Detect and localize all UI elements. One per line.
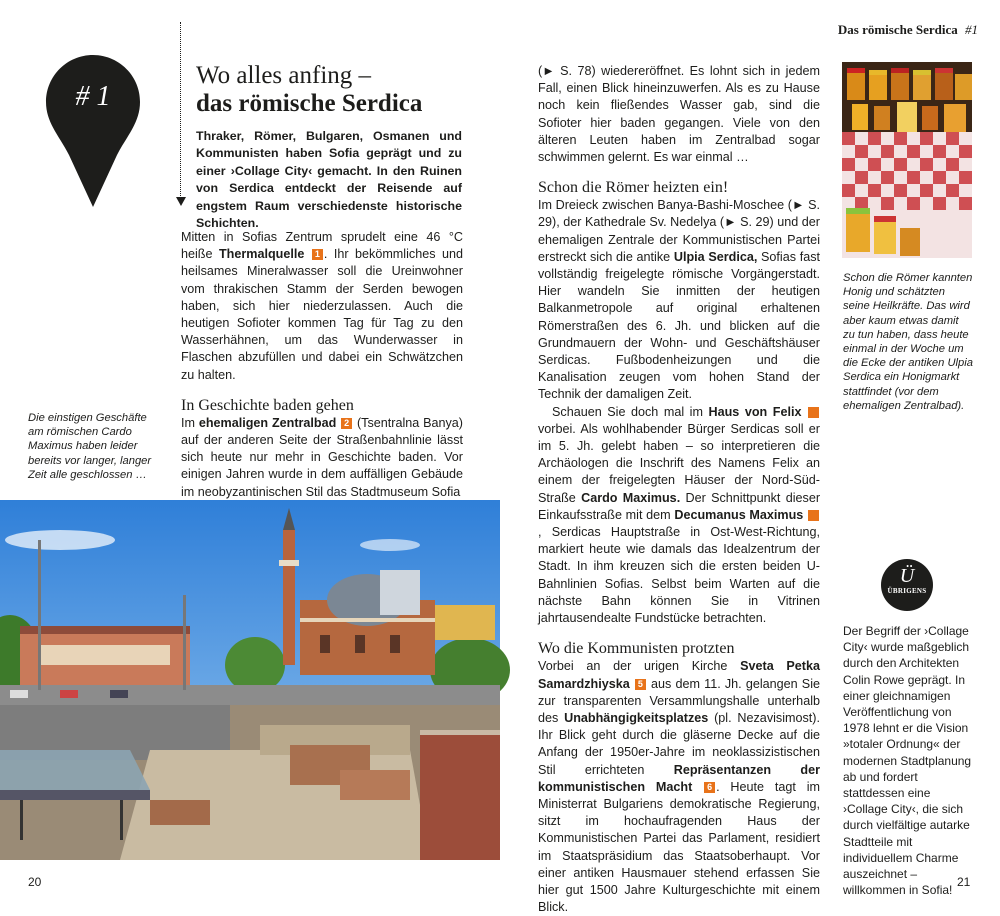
honey-jars-image — [842, 62, 972, 258]
poi-number-badge: 1 — [312, 249, 323, 260]
poi-repraesentanzen: Repräsentanzen der kommunistischen Macht — [538, 762, 820, 794]
photo-honey-market — [842, 62, 972, 258]
page-number-left: 20 — [28, 875, 42, 889]
arrow-down-icon — [176, 197, 186, 206]
pin-marker — [46, 55, 140, 210]
lead-paragraph: Thraker, Römer, Bulgaren, Osmanen und Kommunisten haben Sofia geprägt und zu einer ›Collage City‹ gemacht. In den Ruinen von Serdica entdeckt der Reisende auf engstem Raum verschiedenste historische Schichten. — [196, 129, 462, 231]
subheading-kommunisten: Wo die Kommunisten protzten — [538, 640, 735, 658]
poi-number-badge: 5 — [635, 679, 646, 690]
paragraph-ulpia-serdica: Im Dreieck zwischen Banya-Bashi-Moschee (► S. 29), der Kathedrale Sv. Nedelya (► S. 29) und der ehemaligen Zentrale der Kommunistischen Partei erstreckt sich die antike Ulpia Serdica, Sofias fast vollständig freigelegte römische Vorgängerstadt. Hier wandeln Sie inmitten der heutigen Balkanmetropole auf original erhaltenen Römerstraßen des 6. Jh. und blicken auf die Grundmauern der Wohn- und Geschäftshäuser Serdicas. Fußbodenheizungen und die Kanalisation zeugen vom hohen Stand der Technik der damaligen Zeit. — [538, 198, 820, 402]
poi-number-badge: 4 — [808, 510, 819, 521]
poi-ulpia-serdica: Ulpia Serdica, — [673, 249, 758, 264]
pin-label: # 1 — [75, 81, 111, 112]
poi-sveta-petka: Sveta Petka Samardzhiyska — [538, 659, 820, 691]
dotted-divider — [180, 22, 181, 198]
photo-serdica-ruins — [0, 500, 500, 860]
map-pin-icon — [46, 55, 140, 210]
title-line-1: Wo alles anfing – — [196, 62, 372, 89]
sidebar-note: Der Begriff der ›Collage City‹ wurde maßgeblich durch den Architekten Colin Rowe geprägt. In einer gleichnamigen Veröffentlichung von 1978 lehnt er die Vision »totaler Ordnung« der modernen Stadtplanung ab und fordert stattdessen eine ›Collage City‹, die sich durch vielfältige autarke Stadtteile mit individuellem Charme auszeichnet – willkommen in Sofia! — [843, 624, 972, 898]
poi-number-badge: 3 — [808, 407, 819, 418]
running-title: Das römische Serdica — [837, 22, 958, 37]
paragraph-zentralbad-cont: (► S. 78) wiedereröffnet. Es lohnt sich in jedem Fall, einen Blick hineinzuwerfen. Als es zu Hause noch kein fließendes Wasser gab, sind die Sofioter hier baden gegangen. Viele von den älteren Leuten haben im Zentralbad sogar schwimmen gelernt. Es war einmal … — [538, 64, 820, 165]
article-title — [196, 62, 422, 118]
paragraph-thermalquelle: Mitten in Sofias Zentrum sprudelt eine 46 °C heiße Thermalquelle 1 . Ihr bekömmliches und heilsames Mineralwasser soll die Ureinwohner vom thrakischen Stamm der Serden bewogen haben, sich hier niederzulassen. Auch die heutigen Sofioter kommen Tag für Tag zu den Wasserhähnen, um das Wunderwasser in Flaschen abzufüllen und dabei ein Schwätzchen zu halten. — [181, 230, 463, 382]
poi-cardo-maximus: Cardo Maximus. — [581, 490, 681, 505]
poi-haus-von-felix: Haus von Felix — [708, 404, 802, 419]
uebrigens-badge — [881, 559, 933, 611]
caption-left: Die einstigen Geschäfte am römischen Cardo Maximus haben leider bereits vor langer, langer Zeit alle geschlossen … — [28, 412, 152, 481]
poi-number-badge: 2 — [341, 418, 352, 429]
poi-decumanus-maximus: Decumanus Maximus — [674, 507, 804, 522]
mosque-ruins-image — [0, 500, 500, 860]
caption-right: Schon die Römer kannten Honig und schätzten seine Heilkräfte. Das wird aber kaum etwas damit zu tun haben, dass heute einmal in der Woche um die Ecke der antiken Ulpia Serdica ein Honigmarkt stattfindet (vor dem ehemaligen Zentralbad). — [843, 272, 973, 412]
poi-unabhaengigkeitsplatz: Unabhängigkeitsplatzes — [564, 710, 709, 725]
poi-number-badge: 6 — [704, 782, 715, 793]
paragraph-kommunisten: Vorbei an der urigen Kirche Sveta Petka Samardzhiyska 5 aus dem 11. Jh. gelangen Sie zur transparenten Versammlungshalle unterhalb des Unabhängigkeitsplatzes (pl. Nezavisimost). Ihr Blick geht durch die gläserne Decke auf die Anfang der 1950er-Jahre im neoklassizistischen Stil errichteten Repräsentanzen der kommunistischen Macht 6 . Heute tagt im Ministerrat Bulgariens demokratische Regierung, sitzt im hochaufragenden Haus der Kommunistischen Partei das Parlament, residiert im Staatspräsidium das Staatsoberhaupt. Vor einer antiken Hausmauer stehend erfassen Sie hier gut 1500 Jahre Kulturgeschichte mit einem Blick. — [538, 659, 820, 915]
running-header — [838, 22, 978, 38]
uebrigens-letter: Ü — [899, 565, 915, 587]
uebrigens-label: ÜBRIGENS — [887, 587, 927, 595]
poi-thermalquelle: Thermalquelle — [218, 247, 305, 262]
title-line-2: das römische Serdica — [196, 90, 423, 117]
subheading-roemer: Schon die Römer heizten ein! — [538, 179, 729, 197]
left-column-text — [181, 229, 463, 501]
running-number: #1 — [965, 22, 978, 37]
paragraph-zentralbad: Im ehemaligen Zentralbad 2 (Tsentralna Banya) auf der anderen Seite der Straßenbahnlinie lässt sich heute nur mehr in Geschichte baden. Vor einigen Jahren wurde in dem auffälligen Gebäude im neobyzantinischen Stil das Stadtmuseum Sofia — [181, 415, 464, 499]
middle-column-text — [538, 63, 828, 916]
poi-zentralbad: ehemaligen Zentralbad — [198, 415, 337, 430]
subheading-geschichte: In Geschichte baden gehen — [181, 396, 354, 414]
page-number-right: 21 — [957, 875, 971, 889]
paragraph-haus-von-felix: Schauen Sie doch mal im Haus von Felix 3 vorbei. Als wohlhabender Bürger Serdicas soll er im 5. Jh. gelebt haben – so interpretieren die Archäologen die Inschrift des Namens Felix an einem der freigelegten Häuser der Nord-Süd-Straße Cardo Maximus. Der Schnittpunkt dieser Einkaufsstraße mit dem Decumanus Maximus 4, Serdicas Hauptstraße in Ost-West-Richtung, markiert heute wie damals das Idealzentrum der Stadt. In ihm kreuzen sich die ersten beiden U-Bahnlinien Sofias. Selbst beim Warten auf die nächste Bahn können Sie in Vitrinen jahrtausendealte Fundstücke betrachten. — [538, 404, 828, 626]
